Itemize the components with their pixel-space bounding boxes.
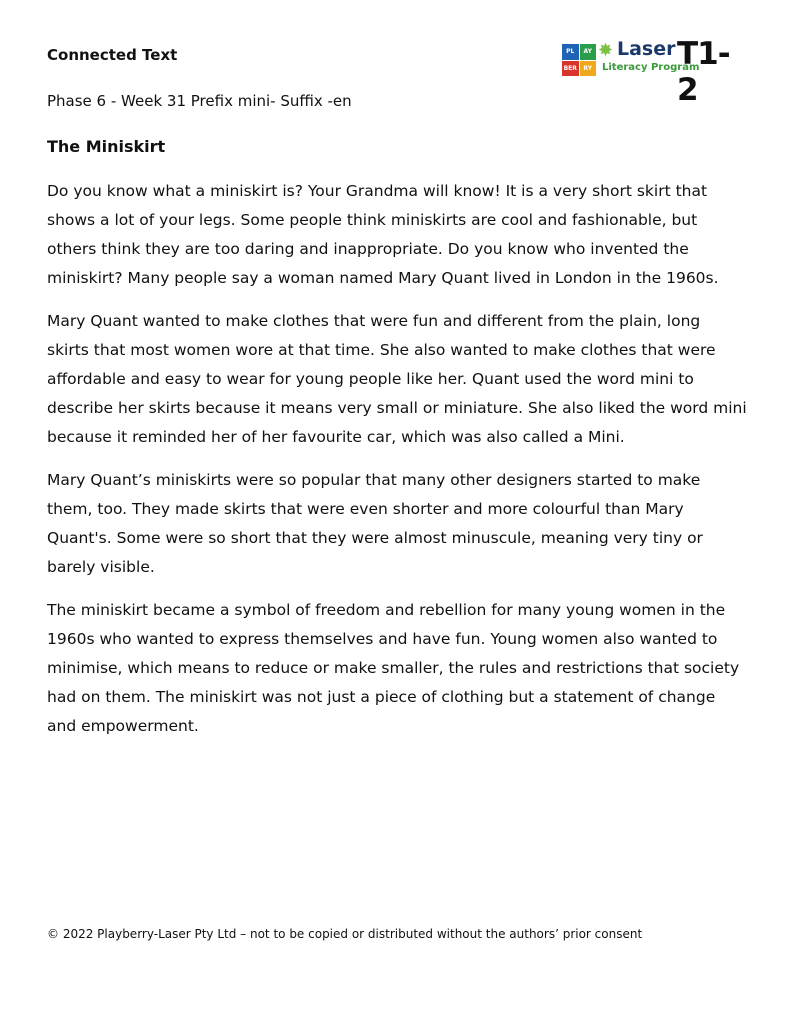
article-title: The Miniskirt [47, 137, 166, 156]
copyright-footer: © 2022 Playberry-Laser Pty Ltd – not to be copied or distributed without the authors’ prior consent [47, 927, 643, 941]
laser-literacy-logo [562, 36, 742, 108]
playberry-logo-grid [562, 44, 596, 76]
lesson-subtitle: Phase 6 - Week 31 Prefix mini- Suffix -en [47, 92, 352, 110]
paragraph: Do you know what a miniskirt is? Your Grandma will know! It is a very short skirt that shows a lot of your legs. Some people think miniskirts are cool and fashionable, but others think they are too daring and inappropriate. Do you know who invented the miniskirt? Many people say a woman named Mary Quant lived in London in the 1960s. [47, 182, 719, 287]
logo-tagline: Literacy Program [602, 62, 700, 73]
paragraph: Mary Quant’s miniskirts were so popular that many other designers started to make them, too. They made skirts that were even shorter and more colourful than Mary Quant's. Some were so short that they were almost minuscule, meaning very tiny or barely visible. [47, 471, 703, 576]
article-body [47, 177, 747, 755]
logo-cell: BER [562, 61, 579, 77]
paragraph: The miniskirt became a symbol of freedom and rebellion for many young women in the 1960s who wanted to express themselves and have fun. Young women also wanted to minimise, which means to reduce or make smaller, the rules and restrictions that society had on them. The miniskirt was not just a piece of clothing but a statement of change and empowerment. [47, 601, 740, 735]
logo-cell: PL [562, 44, 579, 60]
logo-cell: AY [580, 44, 597, 60]
starburst-icon: ✸ [598, 40, 614, 61]
logo-brand: Laser [617, 38, 676, 60]
paragraph: Mary Quant wanted to make clothes that were fun and different from the plain, long skirts that most women wore at that time. She also wanted to make clothes that were affordable and easy to wear for young people like her. Quant used the word mini to describe her skirts because it means very small or miniature. She also liked the word mini because it reminded her of her favourite car, which was also called a Mini. [47, 312, 747, 446]
logo-cell: RY [580, 61, 597, 77]
document-label: Connected Text [47, 46, 178, 64]
program-level-code: T1-2 [677, 36, 730, 108]
